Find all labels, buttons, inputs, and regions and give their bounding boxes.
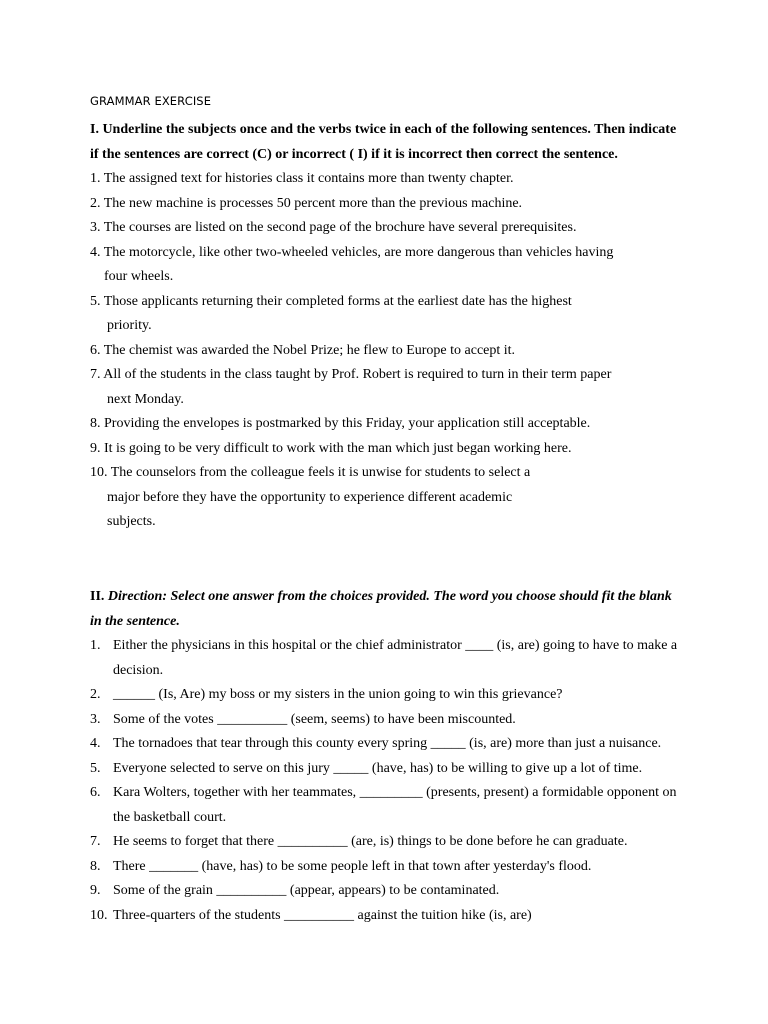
item-number: 2. <box>90 687 101 702</box>
section-1-instruction-line-2: if the sentences are correct (C) or incorrect ( I) if it is incorrect then correct the sentence. <box>90 146 618 162</box>
s1-item-10-continued-2: subjects. <box>107 514 156 529</box>
s1-item-4-continued: four wheels. <box>104 269 174 284</box>
s2-item-8 <box>90 855 690 880</box>
item-number: 6. <box>90 785 101 800</box>
item-number: 7. <box>90 834 101 849</box>
section-1-instruction-line-1: I. Underline the subjects once and the verbs twice in each of the following sentences. Then indicate <box>90 122 677 137</box>
item-text: Everyone selected to serve on this jury _____ (have, has) to be willing to give up a lot of time. <box>113 760 643 776</box>
s1-item-1: 1. The assigned text for histories class it contains more than twenty chapter. <box>90 171 514 186</box>
section-1 <box>90 118 690 535</box>
s2-item-7 <box>90 830 690 855</box>
item-text: Either the physicians in this hospital or the chief administrator ____ (is, are) going to have to make a <box>113 638 678 653</box>
item-number: 10. <box>90 907 108 923</box>
s2-item-4 <box>90 732 690 757</box>
item-text: Kara Wolters, together with her teammates, _________ (presents, present) a formidable opponent on <box>113 785 677 800</box>
item-number: 1. <box>90 638 101 653</box>
direction-word: Direction <box>107 589 163 604</box>
item-text: He seems to forget that there __________ (are, is) things to be done before he can graduate. <box>113 834 628 849</box>
item-text: There _______ (have, has) to be some people left in that town after yesterday's flood. <box>113 858 592 874</box>
s1-item-10-continued: major before they have the opportunity to experience different academic <box>107 489 513 505</box>
s2-item-1 <box>90 634 690 659</box>
s1-item-3: 3. The courses are listed on the second page of the brochure have several prerequisites. <box>90 220 577 235</box>
s2-item-10 <box>90 904 690 929</box>
s1-item-2: 2. The new machine is processes 50 percent more than the previous machine. <box>90 195 523 211</box>
item-text: The tornadoes that tear through this county every spring _____ (is, are) more than just a nuisance. <box>113 736 662 751</box>
s1-item-10: 10. The counselors from the colleague feels it is unwise for students to select a <box>90 465 531 480</box>
s2-item-5 <box>90 757 690 782</box>
s1-item-6: 6. The chemist was awarded the Nobel Prize; he flew to Europe to accept it. <box>90 342 516 358</box>
page-title: GRAMMAR EXERCISE <box>90 94 212 108</box>
direction-text-2: in the sentence. <box>90 613 180 629</box>
s2-item-6-continued: the basketball court. <box>113 809 227 825</box>
item-number: 5. <box>90 760 101 776</box>
s2-item-1-continued: decision. <box>113 662 164 678</box>
s1-item-9: 9. It is going to be very difficult to work with the man which just began working here. <box>90 440 572 456</box>
item-number: 9. <box>90 883 101 898</box>
section-2 <box>90 585 690 928</box>
s2-item-3 <box>90 708 690 733</box>
item-number: 4. <box>90 736 101 751</box>
item-number: 3. <box>90 711 101 727</box>
section-2-prefix: II. <box>90 589 108 604</box>
item-number: 8. <box>90 858 101 874</box>
item-text: Some of the votes __________ (seem, seems) to have been miscounted. <box>113 711 516 727</box>
s1-item-8: 8. Providing the envelopes is postmarked by this Friday, your application still acceptable. <box>90 416 591 431</box>
s1-item-5: 5. Those applicants returning their completed forms at the earliest date has the highest <box>90 293 572 309</box>
s1-item-7: 7. All of the students in the class taught by Prof. Robert is required to turn in their term paper <box>90 367 612 382</box>
s2-item-2 <box>90 683 690 708</box>
s2-item-9 <box>90 879 690 904</box>
item-text: Some of the grain __________ (appear, appears) to be contaminated. <box>113 883 500 898</box>
direction-text: : Select one answer from the choices provided. The word you choose should fit the blank <box>162 589 672 604</box>
section-2-direction-line-1 <box>90 585 690 610</box>
item-text: Three-quarters of the students __________ against the tuition hike (is, are) <box>113 907 532 923</box>
s1-item-7-continued: next Monday. <box>107 391 184 407</box>
item-text: ______ (Is, Are) my boss or my sisters in the union going to win this grievance? <box>113 687 563 702</box>
section-2-direction-line-2 <box>90 610 690 635</box>
s1-item-5-continued: priority. <box>107 318 152 333</box>
s1-item-4: 4. The motorcycle, like other two-wheeled vehicles, are more dangerous than vehicles having <box>90 244 614 260</box>
s2-item-6 <box>90 781 690 806</box>
